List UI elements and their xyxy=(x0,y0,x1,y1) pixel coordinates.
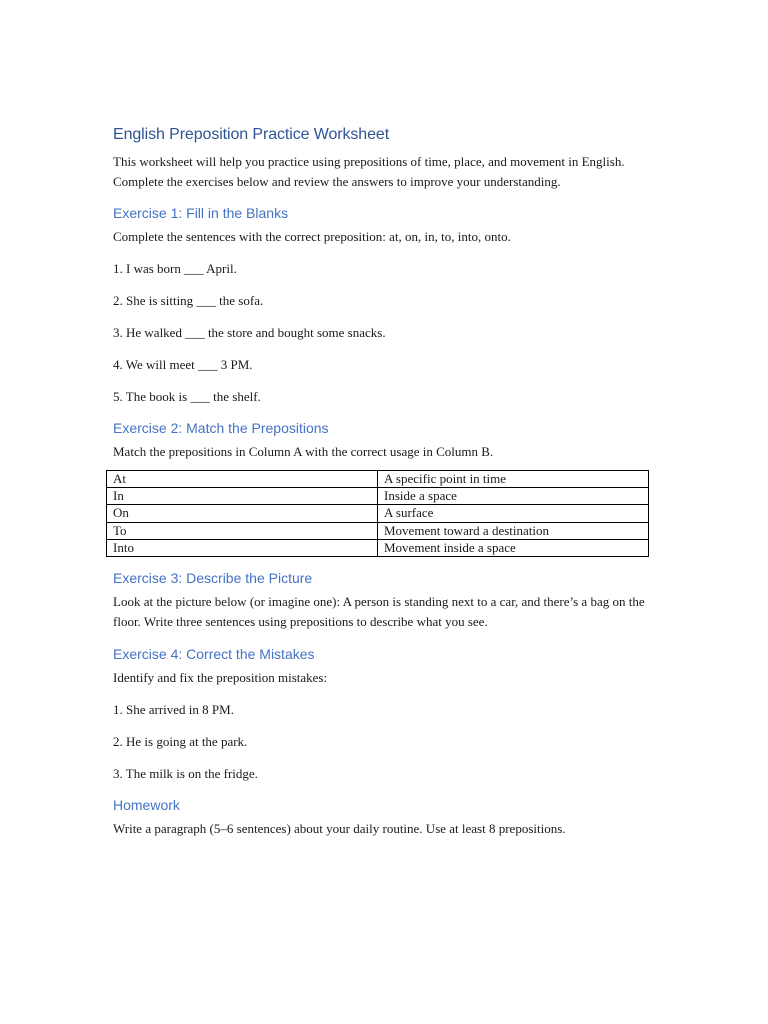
table-row xyxy=(107,505,649,522)
exercise-1-item: 3. He walked ___ the store and bought some snacks. xyxy=(113,324,386,340)
exercise-1-item: 5. The book is ___ the shelf. xyxy=(113,388,261,404)
homework-heading: Homework xyxy=(113,797,180,814)
exercise-1-heading: Exercise 1: Fill in the Blanks xyxy=(113,205,289,221)
exercise-1-item: 1. I was born ___ April. xyxy=(113,260,237,276)
exercise-2-heading: Exercise 2: Match the Prepositions xyxy=(113,420,329,436)
exercise-4-item: 3. The milk is on the fridge. xyxy=(113,765,258,781)
column-b-cell: A specific point in time xyxy=(378,470,649,487)
homework-instruction: Write a paragraph (5–6 sentences) about your daily routine. Use at least 8 prepositions. xyxy=(113,821,566,837)
exercise-4-item: 2. He is going at the park. xyxy=(113,733,248,749)
column-a-cell: At xyxy=(107,470,378,487)
column-b-cell: Inside a space xyxy=(378,487,649,504)
table-row xyxy=(107,470,649,487)
column-a-cell: In xyxy=(107,487,378,504)
page-title: English Preposition Practice Worksheet xyxy=(113,126,390,143)
exercise-1-instruction: Complete the sentences with the correct preposition: at, on, in, to, into, onto. xyxy=(113,229,511,244)
match-table xyxy=(106,470,649,558)
intro-paragraph: This worksheet will help you practice using prepositions of time, place, and movement in English. Complete the exercises below and review the answers to improve your understanding. xyxy=(113,154,625,189)
column-a-cell: Into xyxy=(107,540,378,557)
table-row xyxy=(107,522,649,539)
column-a-cell: To xyxy=(107,522,378,539)
column-b-cell: Movement toward a destination xyxy=(378,522,649,539)
exercise-4-heading: Exercise 4: Correct the Mistakes xyxy=(113,646,315,663)
exercise-3-heading: Exercise 3: Describe the Picture xyxy=(113,570,313,587)
exercise-1-item: 2. She is sitting ___ the sofa. xyxy=(113,292,264,308)
column-a-cell: On xyxy=(107,505,378,522)
column-b-cell: A surface xyxy=(378,505,649,522)
exercise-1-item: 4. We will meet ___ 3 PM. xyxy=(113,356,253,372)
exercise-4-instruction: Identify and fix the preposition mistakes: xyxy=(113,670,328,686)
exercise-3-instruction: Look at the picture below (or imagine one): A person is standing next to a car, and there’s a bag on the floor. Write three sentences using prepositions to describe what you see. xyxy=(113,594,645,629)
column-b-cell: Movement inside a space xyxy=(378,540,649,557)
exercise-2-instruction: Match the prepositions in Column A with the correct usage in Column B. xyxy=(113,444,494,459)
table-row xyxy=(107,487,649,504)
exercise-4-item: 1. She arrived in 8 PM. xyxy=(113,701,234,717)
worksheet-page xyxy=(113,124,653,839)
table-row xyxy=(107,540,649,557)
